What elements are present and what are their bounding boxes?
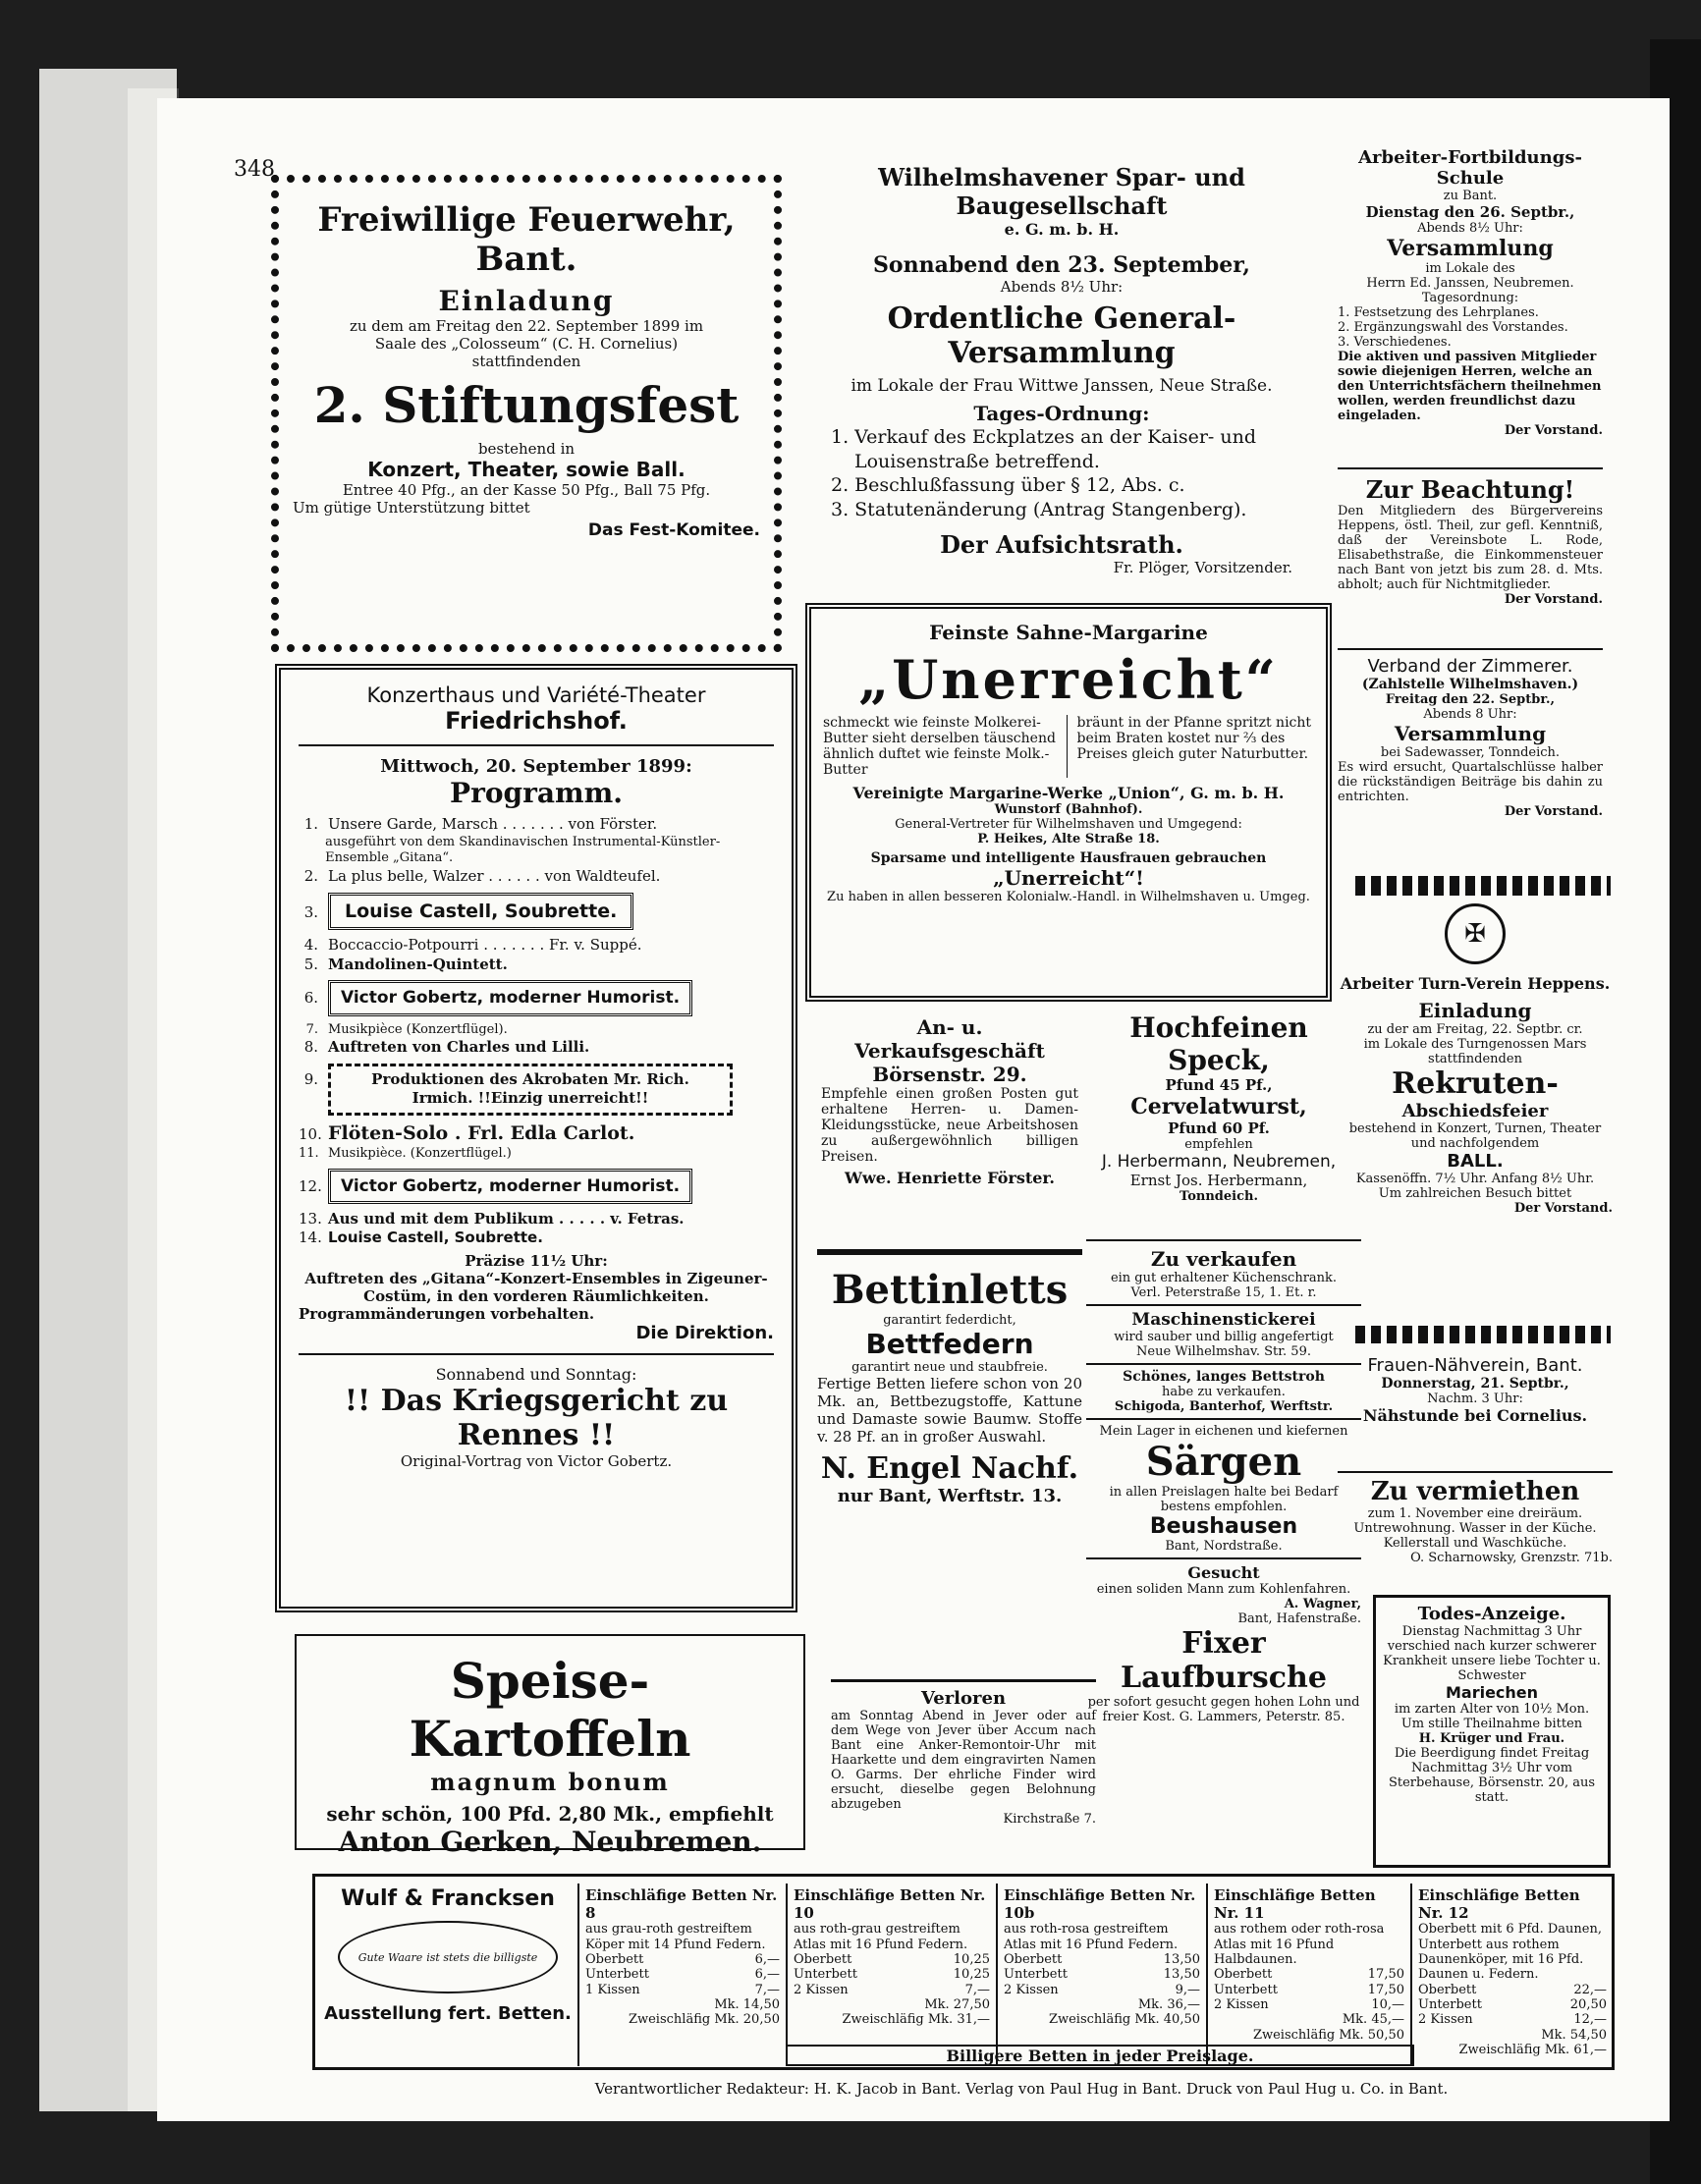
margarine-slogan2: „Unerreicht“! <box>993 866 1144 890</box>
bett-row <box>794 1983 990 1997</box>
item-number: 5. <box>303 955 318 973</box>
foerster-text: Empfehle einen großen Posten gut erhaltene Herren- u. Damen-Kleidungsstücke, neue Arbeitshosen zu außergewöhnlich billigen Preisen. <box>821 1086 1078 1165</box>
bett-zweischlaefig: Zweischläfig Mk. 61,— <box>1458 2043 1607 2057</box>
feuerwehr-line5: Konzert, Theater, sowie Ball. <box>367 458 686 481</box>
bett-price: 10,25 <box>953 1967 990 1983</box>
wulf-brand <box>315 1877 580 2069</box>
bett-item: Unterbett <box>1214 1982 1278 1997</box>
fortbildung-agenda-item: 1. Festsetzung des Lehrplanes. <box>1338 305 1539 320</box>
bett-price: 7,— <box>754 1982 780 1997</box>
engel-feder: Bettfedern <box>865 1328 1034 1360</box>
engel-sub2: garantirt neue und staubfreie. <box>851 1360 1048 1375</box>
spar-title: Wilhelmshavener Spar- und Baugesellschaft <box>878 163 1245 220</box>
verloren-text: am Sonntag Abend in Jever oder auf dem Wege von Jever über Accum nach Bant eine Anker-Remontoir-Uhr mit Haarkette und dem eingravirten Namen O. Garms. Der ehrliche Finder wird ersucht, dieselbe gegen Belohnung abzugeben <box>831 1709 1096 1812</box>
spar-agenda-item: 1. Verkauf des Eckplatzes an der Kaiser- und <box>831 426 1256 448</box>
wulf-banner: Billigere Betten in jeder Preislage. <box>786 2045 1414 2066</box>
bett-row <box>1004 1952 1200 1967</box>
verloren-addr: Kirchstraße 7. <box>1003 1812 1096 1827</box>
vermiethen-text: zum 1. November eine dreiräum. Untrewohnung. Wasser in der Küche. Kellerstall und Waschküche. <box>1353 1506 1597 1551</box>
bett-price: 20,50 <box>1569 1997 1607 2013</box>
margarine-top: Feinste Sahne-Margarine <box>929 621 1208 644</box>
wulf-name: Wulf & Francksen <box>341 1886 555 1911</box>
engel-text: Fertige Betten liefere schon von 20 Mk. an, Bettbezugstoffe, Kattune und Damaste sowie Baumw. Stoffe v. 28 Pf. an in großer Auswahl. <box>817 1375 1082 1446</box>
zimmerer-event: Versammlung <box>1394 722 1547 745</box>
verkaufen-title: Zu verkaufen <box>1150 1247 1297 1271</box>
spar-place: im Lokale der Frau Wittwe Janssen, Neue Straße. <box>850 376 1273 396</box>
vermiethen-name: O. Scharnowsky, Grenzstr. 71b. <box>1410 1551 1613 1565</box>
engel-sub: garantirt federdicht, <box>883 1313 1016 1328</box>
feuerwehr-line6: Entree 40 Pfg., an der Kasse 50 Pfg., Ball 75 Pfg. <box>342 481 711 499</box>
verloren-ad <box>831 1679 1096 1866</box>
fortbildung-agenda-item: 3. Verschiedenes. <box>1338 335 1452 350</box>
program-item <box>299 980 774 1015</box>
item-text: La plus belle, Walzer . . . . . . von Waldteufel. <box>328 867 661 886</box>
bett-price: 22,— <box>1573 1982 1607 1997</box>
item-number: 6. <box>303 989 318 1008</box>
wulf-logo-text: Gute Waare <box>357 1950 423 1964</box>
item-text: Unsere Garde, Marsch . . . . . . . von Förster. <box>328 815 658 833</box>
speise-name: Anton Gerken, Neubremen. <box>338 1826 762 1858</box>
saerge-title: Särgen <box>1145 1439 1302 1485</box>
zimmerer-title: Verband der Zimmerer. <box>1367 656 1573 677</box>
bett-desc: Oberbett mit 6 Pfd. Daunen, Unterbett aus rothem Daunenköper, mit 16 Pfd. Daunen u. Federn. <box>1418 1922 1602 1983</box>
item-text: Boccaccio-Potpourri . . . . . . . Fr. v. Suppé. <box>328 936 642 955</box>
spar-sign: Der Aufsichtsrath. <box>940 529 1183 559</box>
bett-price: 13,50 <box>1163 1952 1200 1968</box>
speck-wurst: Cervelatwurst, <box>1130 1094 1307 1119</box>
speise-ad <box>295 1634 805 1858</box>
item-number: 10. <box>299 1124 322 1143</box>
beushausen: Beushausen <box>1149 1514 1298 1539</box>
divider <box>299 1353 774 1355</box>
wulf-logo <box>338 1921 558 1993</box>
speck-name3: Tonndeich. <box>1180 1189 1258 1204</box>
item-number: 11. <box>299 1145 319 1161</box>
item-number: 8. <box>303 1038 318 1057</box>
spar-event: Ordentliche General-Versammlung <box>887 301 1236 370</box>
bett-row <box>794 1967 990 1982</box>
fortbildung-date: Dienstag den 26. Septbr., <box>1365 203 1575 221</box>
bett-desc: aus grau-roth gestreiftem Köper mit 14 Pfund Federn. <box>585 1922 766 1952</box>
verloren-title: Verloren <box>920 1688 1007 1709</box>
bett-row <box>1004 1967 1200 1982</box>
todes-text: Dienstag Nachmittag 3 Uhr verschied nach kurzer schwerer Krankheit unsere liebe Tochter u. Schwester <box>1383 1624 1601 1683</box>
fortbildung-time: Abends 8½ Uhr: <box>1417 221 1523 236</box>
kleinanzeigen <box>1086 1239 1361 1868</box>
feuerwehr-title: Freiwillige Feuerwehr, Bant. <box>317 200 736 279</box>
bett-row <box>1418 1983 1607 1997</box>
zimmerer-time: Abends 8 Uhr: <box>1423 707 1517 722</box>
bett-item: Oberbett <box>585 1952 644 1968</box>
turnverein-title: Arbeiter Turn-Verein Heppens. <box>1340 974 1611 993</box>
bett-title: Einschläfige Betten Nr. 11 <box>1214 1886 1376 1922</box>
fortbildung-sub: zu Bant. <box>1443 189 1498 203</box>
speck-name2: Ernst Jos. Herbermann, <box>1129 1172 1308 1189</box>
bett-sum: Mk. 54,50 <box>1541 2027 1607 2043</box>
margarine-agent2: P. Heikes, Alte Straße 18. <box>977 832 1160 846</box>
bett-item: 2 Kissen <box>794 1982 849 1997</box>
speise-sub: magnum bonum <box>430 1768 670 1796</box>
foerster-addr: Börsenstr. 29. <box>872 1063 1027 1086</box>
bett-price: 6,— <box>754 1967 780 1983</box>
speck-emp: empfehlen <box>1184 1137 1253 1152</box>
bett-row <box>1214 1967 1404 1982</box>
bett-price: 13,50 <box>1163 1967 1200 1983</box>
konzerthaus-weekend: Sonnabend und Sonntag: <box>435 1364 637 1384</box>
laufbursche-title: Fixer Laufbursche <box>1121 1626 1327 1695</box>
fortbildung-place2: Herrn Ed. Janssen, Neubremen. <box>1366 276 1574 291</box>
item-text: Auftreten von Charles und Lilli. <box>328 1038 590 1057</box>
item-text: Victor Gobertz, moderner Humorist. <box>328 980 692 1015</box>
bett-sum: Mk. 45,— <box>1342 2012 1404 2028</box>
konzerthaus-date: Mittwoch, 20. September 1899: <box>380 756 692 777</box>
foerster-sign: Wwe. Henriette Förster. <box>845 1169 1055 1187</box>
fortbildung-agenda-item: 2. Ergänzungswahl des Vorstandes. <box>1338 320 1568 335</box>
divider <box>1086 1418 1361 1420</box>
speck-title: Hochfeinen Speck, <box>1129 1011 1308 1076</box>
turnverein-ball: BALL. <box>1447 1151 1504 1172</box>
program-item <box>299 1121 774 1146</box>
frauen-time: Nachm. 3 Uhr: <box>1427 1392 1523 1406</box>
margarine-claims <box>823 715 1314 778</box>
bett-price: 7,— <box>964 1982 990 1997</box>
program-item <box>299 867 774 887</box>
fortbildung-title: Arbeiter-Fortbildungs-Schule <box>1358 147 1582 189</box>
zimmerer-ad <box>1338 648 1603 864</box>
spar-sub: e. G. m. b. H. <box>1004 220 1120 239</box>
speise-price: sehr schön, 100 Pfd. 2,80 Mk., empfiehlt <box>326 1802 774 1826</box>
program-item <box>299 1228 774 1248</box>
divider <box>1086 1557 1361 1559</box>
item-text: Produktionen des Akrobaten Mr. Rich. Irmich. !!Einzig unerreicht!! <box>328 1064 733 1116</box>
engel-addr: nur Bant, Werftstr. 13. <box>837 1486 1063 1506</box>
divider <box>299 744 774 746</box>
beachtung-ad <box>1338 467 1603 644</box>
turnverein-event: Rekruten- <box>1392 1066 1559 1101</box>
spar-agenda-title: Tages-Ordnung: <box>973 402 1150 425</box>
item-text: Musikpièce. (Konzertflügel.) <box>328 1145 512 1161</box>
speck-p2: Pfund 60 Pf. <box>1168 1119 1270 1137</box>
speck-name1: J. Herbermann, Neubremen, <box>1101 1152 1337 1172</box>
feuerwehr-line1: zu dem am Freitag den 22. September 1899 im <box>349 317 704 335</box>
bett-item: Unterbett <box>1004 1967 1068 1983</box>
program-item <box>299 956 774 975</box>
foerster-ad <box>817 1011 1082 1247</box>
vermiethen-title: Zu vermiethen <box>1370 1477 1580 1506</box>
stickerei-text: wird sauber und billig angefertigt <box>1114 1330 1334 1344</box>
turnverein-l4: bestehend in Konzert, Turnen, Theater und nachfolgendem <box>1348 1121 1602 1151</box>
item-number: 9. <box>303 1069 318 1088</box>
speck-ad <box>1086 1011 1351 1237</box>
konzerthaus-title1: Konzerthaus und Variété-Theater <box>366 683 706 707</box>
fortbildung-sign: Der Vorstand. <box>1504 423 1603 438</box>
todes-burial: Die Beerdigung findet Freitag Nachmittag 3½ Uhr vom Sterbehause, Börsenstr. 20, aus statt. <box>1388 1746 1596 1805</box>
stroh-name: Schigoda, Banterhof, Werftstr. <box>1114 1399 1334 1414</box>
item-text: Mandolinen-Quintett. <box>328 955 508 973</box>
wulf-logo-text: die billigste <box>472 1950 538 1964</box>
zimmerer-text: Es wird ersucht, Quartalschlüsse halber die rückständigen Beiträge bis dahin zu entrichten. <box>1338 760 1603 804</box>
konzerthaus-aenderung: Programmänderungen vorbehalten. <box>299 1304 595 1323</box>
ornamental-divider <box>1355 876 1611 896</box>
margarine-maker2: Wunstorf (Bahnhof). <box>994 802 1143 817</box>
bett-offer <box>577 1884 786 2066</box>
bett-offer <box>1410 1884 1613 2066</box>
bett-desc: aus rothem oder roth-rosa Atlas mit 16 Pfund Halbdaunen. <box>1214 1922 1385 1968</box>
fortbildung-place1: im Lokale des <box>1425 261 1515 276</box>
turnverein-sign: Der Vorstand. <box>1513 1201 1613 1216</box>
bett-item: 1 Kissen <box>585 1982 640 1997</box>
speck-p1: Pfund 45 Pf., <box>1165 1076 1273 1094</box>
bett-price: 17,50 <box>1367 1967 1404 1983</box>
bett-item: 2 Kissen <box>1214 1997 1269 2013</box>
spar-time: Abends 8½ Uhr: <box>1000 278 1124 296</box>
bett-offer <box>1206 1884 1410 2066</box>
item-text: Flöten-Solo . Frl. Edla Carlot. <box>328 1121 635 1144</box>
frauen-event: Nähstunde bei Cornelius. <box>1362 1406 1588 1425</box>
gesucht-text: einen soliden Mann zum Kohlenfahren. <box>1096 1582 1351 1597</box>
stroh-title: Schönes, langes Bettstroh <box>1123 1369 1325 1385</box>
spar-chair: Fr. Plöger, Vorsitzender. <box>1113 558 1292 576</box>
bett-price: 10,25 <box>953 1952 990 1968</box>
turnverein-l1: zu der am Freitag, 22. Septbr. cr. <box>1367 1022 1583 1037</box>
imprint-footer: Verantwortlicher Redakteur: H. K. Jacob in Bant. Verlag von Paul Hug in Bant. Druck von Paul Hug u. Co. in Bant. <box>594 2080 1449 2098</box>
engel-title: Bettinletts <box>831 1267 1069 1313</box>
item-text: Aus und mit dem Publikum . . . . . v. Fetras. <box>328 1209 685 1228</box>
fortbildung-event: Versammlung <box>1387 236 1554 261</box>
konzerthaus-ad <box>275 664 797 1612</box>
margarine-sold: Zu haben in allen besseren Kolonialw.-Handl. in Wilhelmshaven u. Umgeg. <box>827 890 1310 904</box>
bett-item: Oberbett <box>1004 1952 1063 1968</box>
bett-item: Oberbett <box>1418 1982 1477 1997</box>
spar-agenda-item: 2. Beschlußfassung über § 12, Abs. c. <box>831 474 1185 497</box>
gesucht-addr: Bant, Hafenstraße. <box>1237 1611 1361 1626</box>
feuerwehr-sign: Das Fest-Komitee. <box>587 520 760 540</box>
bett-price: 17,50 <box>1367 1982 1404 1997</box>
program-item <box>299 815 774 835</box>
feuerwehr-line2: Saale des „Colosseum“ (C. H. Cornelius) <box>374 335 679 353</box>
gesucht-title: Gesucht <box>1187 1563 1260 1582</box>
turnverein-invite: Einladung <box>1418 999 1532 1022</box>
todes-family: H. Krüger und Frau. <box>1418 1731 1565 1746</box>
page-number: 348 <box>234 157 275 182</box>
bett-row <box>585 1983 780 1997</box>
program-item <box>299 1038 774 1058</box>
bett-row <box>1418 1997 1607 2012</box>
beachtung-text: Den Mitgliedern des Bürgervereins Heppens, östl. Theil, zur gefl. Kenntniß, daß der Vereinsbote L. Rode, Elisabethstraße, die Einkommensteuer nach Bant von jetzt bis zum 28. d. Mts. abholt; auch für Nichtmitglieder. <box>1338 504 1603 592</box>
vermiethen-ad <box>1338 1471 1613 1589</box>
turnverein-l5: Kassenöffn. 7½ Uhr. Anfang 8½ Uhr. <box>1355 1172 1595 1186</box>
todes-age: im zarten Alter von 10½ Mon. <box>1394 1702 1590 1717</box>
bett-sum: Mk. 27,50 <box>924 1997 990 2013</box>
spar-date: Sonnabend den 23. September, <box>873 252 1250 278</box>
bett-offer <box>786 1884 996 2066</box>
bett-desc: aus roth-grau gestreiftem Atlas mit 16 Pfund Federn. <box>794 1922 968 1952</box>
program-item <box>299 1169 774 1204</box>
turnverein-l2: im Lokale des Turngenossen Mars <box>1363 1037 1587 1052</box>
bett-title: Einschläfige Betten Nr. 12 <box>1418 1886 1580 1922</box>
todes-title: Todes-Anzeige. <box>1417 1604 1566 1624</box>
turnverein-ad <box>1338 903 1613 1316</box>
item-text: Louise Castell, Soubrette. <box>328 893 633 931</box>
konzerthaus-sign: Die Direktion. <box>635 1322 774 1343</box>
zimmerer-sub: (Zahlstelle Wilhelmshaven.) <box>1361 677 1579 692</box>
konzerthaus-praezise: Präzise 11½ Uhr: <box>465 1251 608 1270</box>
bett-desc: aus roth-rosa gestreiftem Atlas mit 16 Pfund Federn. <box>1004 1922 1179 1952</box>
bett-row <box>585 1967 780 1982</box>
bett-item: 2 Kissen <box>1418 2012 1473 2028</box>
bett-item: Oberbett <box>794 1952 852 1968</box>
frauen-ad <box>1338 1355 1613 1463</box>
fortbildung-agenda-title: Tagesordnung: <box>1421 291 1519 305</box>
bett-price: 9,— <box>1175 1982 1200 1997</box>
bett-price: 6,— <box>754 1952 780 1968</box>
bett-zweischlaefig: Zweischläfig Mk. 50,50 <box>1252 2027 1404 2043</box>
zimmerer-date: Freitag den 22. Septbr., <box>1385 692 1556 707</box>
program-item <box>299 835 774 868</box>
saerge-text: in allen Preislagen halte bei Bedarf bestens empfohlen. <box>1109 1485 1339 1514</box>
program-item <box>299 1064 774 1116</box>
program-item <box>299 1146 774 1163</box>
margarine-brand: „Unerreicht“ <box>858 648 1279 711</box>
beushausen-addr: Bant, Nordstraße. <box>1165 1539 1283 1554</box>
bett-price: 10,— <box>1371 1997 1404 2013</box>
bett-row <box>585 1952 780 1967</box>
gesucht-name: A. Wagner, <box>1284 1597 1361 1611</box>
spar-agenda-item: 3. Statutenänderung (Antrag Stangenberg). <box>831 499 1247 521</box>
item-number: 13. <box>299 1209 322 1228</box>
margarine-slogan: Sparsame und intelligente Hausfrauen gebrauchen <box>870 850 1267 866</box>
saerge-pre: Mein Lager in eichenen und kiefernen <box>1099 1424 1348 1439</box>
margarine-agent1: General-Vertreter für Wilhelmshaven und Umgegend: <box>895 817 1242 832</box>
bett-title: Einschläfige Betten Nr. 10 <box>794 1886 986 1922</box>
program-item <box>299 1022 774 1039</box>
margarine-ad <box>805 603 1332 1002</box>
bett-zweischlaefig: Zweischläfig Mk. 31,— <box>842 2012 990 2028</box>
todes-ad <box>1373 1595 1611 1868</box>
feuerwehr-ad <box>271 175 782 652</box>
item-number: 12. <box>299 1176 322 1195</box>
wulf-footer: Ausstellung fert. Betten. <box>324 2003 572 2024</box>
verkaufen-text: ein gut erhaltener Küchenschrank. <box>1110 1271 1338 1285</box>
margarine-left: schmeckt wie feinste Molkerei-Butter sieht derselben täuschend ähnlich duftet wie feinste Molk.-Butter <box>823 715 1068 778</box>
verkaufen-addr: Verl. Peterstraße 15, 1. Et. r. <box>1130 1285 1317 1300</box>
divider <box>1086 1304 1361 1306</box>
bett-item: Oberbett <box>1214 1967 1273 1983</box>
konzerthaus-program: Programm. <box>450 777 623 809</box>
turnverein-event2: Abschiedsfeier <box>1401 1101 1549 1121</box>
program-item <box>299 936 774 956</box>
item-text: Louise Castell, Soubrette. <box>328 1228 543 1247</box>
frauen-date: Donnerstag, 21. Septbr., <box>1381 1376 1569 1392</box>
bett-row <box>1418 2012 1607 2027</box>
spar-agenda <box>792 425 1332 522</box>
bett-zweischlaefig: Zweischläfig Mk. 40,50 <box>1048 2012 1200 2028</box>
bett-item: Unterbett <box>1418 1997 1482 2013</box>
zimmerer-place: bei Sadewasser, Tonndeich. <box>1380 745 1561 760</box>
frauen-title: Frauen-Nähverein, Bant. <box>1367 1355 1583 1376</box>
item-number: 2. <box>303 867 318 886</box>
stickerei-title: Maschinenstickerei <box>1131 1310 1316 1330</box>
bett-sum: Mk. 14,50 <box>714 1997 780 2013</box>
feuerwehr-line7: Um gütige Unterstützung bittet <box>293 499 530 517</box>
speise-title: Speise-Kartoffeln <box>409 1652 691 1768</box>
fortbildung-note: Die aktiven und passiven Mitglieder sowie diejenigen Herren, welche an den Unterrichtsfächern theilnehmen wollen, werden freundlichst dazu eingeladen. <box>1338 350 1602 423</box>
todes-bitte: Um stille Theilnahme bitten <box>1400 1717 1583 1731</box>
item-number: 14. <box>299 1228 322 1247</box>
bett-title: Einschläfige Betten Nr. 8 <box>585 1886 778 1922</box>
zimmerer-sign: Der Vorstand. <box>1504 804 1603 819</box>
feuerwehr-line4: bestehend in <box>477 440 576 458</box>
engel-ad <box>817 1249 1082 1662</box>
divider <box>1086 1363 1361 1365</box>
feuerwehr-invite: Einladung <box>438 285 615 317</box>
turnverein-l6: Um zahlreichen Besuch bittet <box>1378 1186 1572 1201</box>
bett-item: Unterbett <box>585 1967 649 1983</box>
item-text: Musikpièce (Konzertflügel). <box>328 1021 508 1037</box>
foerster-title: An- u. Verkaufsgeschäft <box>854 1015 1045 1063</box>
spar-ad <box>792 163 1332 605</box>
bett-row <box>794 1952 990 1967</box>
bett-row <box>1214 1983 1404 1997</box>
bett-sum: Mk. 36,— <box>1137 1997 1200 2013</box>
program-item <box>299 893 774 931</box>
wulf-logo-text: ist stets <box>426 1950 469 1964</box>
bett-item: Unterbett <box>794 1967 857 1983</box>
bett-title: Einschläfige Betten Nr. 10b <box>1004 1886 1196 1922</box>
turnverein-emblem-icon: ✠ <box>1445 903 1506 964</box>
spar-agenda-item: Louisenstraße betreffend. <box>854 450 1100 472</box>
bett-item: 2 Kissen <box>1004 1982 1059 1997</box>
feuerwehr-line3: stattfindenden <box>471 353 581 370</box>
konzerthaus-rennes: !! Das Kriegsgericht zu Rennes !! <box>344 1383 729 1452</box>
laufbursche-text: per sofort gesucht gegen hohen Lohn und freier Kost. G. Lammers, Peterstr. 85. <box>1087 1695 1360 1724</box>
turnverein-l3: stattfindenden <box>1428 1052 1522 1066</box>
bett-zweischlaefig: Zweischläfig Mk. 20,50 <box>628 2012 780 2028</box>
item-text: ausgeführt von dem Skandinavischen Instrumental-Künstler-Ensemble „Gitana“. <box>325 834 721 866</box>
item-number: 4. <box>303 936 318 955</box>
margarine-right: bräunt in der Pfanne spritzt nicht beim Braten kostet nur ⅔ des Preises gleich guter Naturbutter. <box>1076 715 1312 762</box>
konzerthaus-title2: Friedrichshof. <box>445 707 628 735</box>
engel-name: N. Engel Nachf. <box>820 1451 1079 1486</box>
item-number: 7. <box>305 1021 318 1037</box>
item-number: 3. <box>303 902 318 921</box>
stickerei-addr: Neue Wilhelmshav. Str. 59. <box>1136 1344 1311 1359</box>
beachtung-sign: Der Vorstand. <box>1504 592 1603 607</box>
margarine-maker: Vereinigte Margarine-Werke „Union“, G. m. b. H. <box>852 784 1285 802</box>
item-text: Victor Gobertz, moderner Humorist. <box>328 1169 692 1204</box>
stroh-text: habe zu verkaufen. <box>1162 1385 1286 1399</box>
fortbildung-agenda <box>1338 305 1603 350</box>
bett-row <box>1004 1983 1200 1997</box>
konzerthaus-vortrag: Original-Vortrag von Victor Gobertz. <box>400 1451 673 1470</box>
bett-row <box>1214 1997 1404 2012</box>
ornamental-divider <box>1355 1326 1611 1343</box>
todes-name: Mariechen <box>1445 1683 1539 1702</box>
program-item <box>299 1210 774 1229</box>
bett-offer <box>996 1884 1206 2066</box>
item-number: 1. <box>303 815 318 833</box>
bett-price: 12,— <box>1573 2012 1607 2028</box>
fortbildung-ad <box>1338 147 1603 462</box>
beachtung-title: Zur Beachtung! <box>1365 475 1575 504</box>
konzerthaus-gitana: Auftreten des „Gitana“-Konzert-Ensembles in Zigeuner-Costüm, in den vorderen Räumlichkeiten. <box>304 1269 768 1305</box>
feuerwehr-event: 2. Stiftungsfest <box>313 376 740 434</box>
